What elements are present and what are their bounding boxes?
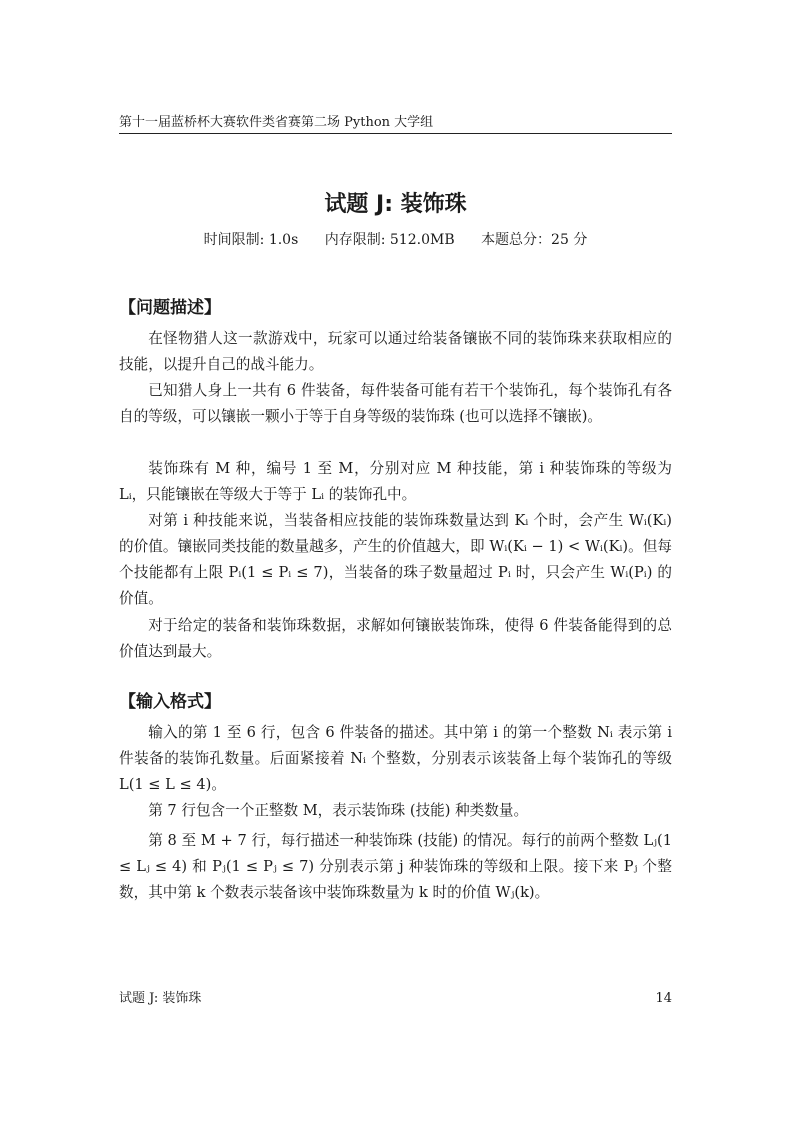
problem-limits bbox=[119, 229, 672, 251]
total-score: 本题总分：25 分 bbox=[481, 232, 588, 248]
description-paragraph: 已知猎人身上一共有 6 件装备，每件装备可能有若干个装饰孔，每个装饰孔有各自的等级，可以镶嵌一颗小于等于自身等级的装饰珠 (也可以选择不镶嵌)。 bbox=[119, 382, 672, 425]
description-heading: 【问题描述】 bbox=[119, 298, 221, 318]
input-format-paragraph: 第 8 至 M + 7 行，每行描述一种装饰珠 (技能) 的情况。每行的前两个整数 Lⱼ(1 ≤ Lⱼ ≤ 4) 和 Pⱼ(1 ≤ Pⱼ ≤ 7) 分别表示第 j 种装饰珠的等级和上限。接下来 Pⱼ 个整数，其中第 k 个数表示装备该中装饰珠数量为 k 时的价值 Wⱼ(k)。 bbox=[119, 832, 672, 901]
description-paragraph: 对第 i 种技能来说，当装备相应技能的装饰珠数量达到 Kᵢ 个时，会产生 Wᵢ(Kᵢ) 的价值。镶嵌同类技能的数量越多，产生的价值越大，即 Wᵢ(Kᵢ − 1) < Wᵢ(Kᵢ)。但每个技能都有上限 Pᵢ(1 ≤ Pᵢ ≤ 7)，当装备的珠子数量超过 Pᵢ 时，只会产生 Wᵢ(Pᵢ) 的价值。 bbox=[119, 512, 672, 607]
time-limit: 时间限制: 1.0s bbox=[203, 232, 299, 248]
description-paragraph: 在怪物猎人这一款游戏中，玩家可以通过给装备镶嵌不同的装饰珠来获取相应的技能，以提升自己的战斗能力。 bbox=[119, 330, 672, 373]
input-format-paragraph: 第 7 行包含一个正整数 M，表示装饰珠 (技能) 种类数量。 bbox=[148, 802, 529, 819]
input-format-paragraph: 输入的第 1 至 6 行，包含 6 件装备的描述。其中第 i 的第一个整数 Nᵢ 表示第 i 件装备的装饰孔数量。后面紧接着 Nᵢ 个整数，分别表示该装备上每个装饰孔的等级 L(1 ≤ L ≤ 4)。 bbox=[119, 724, 672, 793]
page-header: 第十一届蓝桥杯大赛软件类省赛第二场 Python 大学组 bbox=[119, 115, 434, 130]
description-paragraph: 装饰珠有 M 种，编号 1 至 M，分别对应 M 种技能，第 i 种装饰珠的等级为 Lᵢ，只能镶嵌在等级大于等于 Lᵢ 的装饰孔中。 bbox=[119, 460, 672, 503]
footer-page-number: 14 bbox=[655, 991, 672, 1006]
footer-problem-name: 试题 J: 装饰珠 bbox=[119, 991, 202, 1006]
memory-limit: 内存限制: 512.0MB bbox=[324, 232, 455, 248]
input-format-heading: 【输入格式】 bbox=[119, 692, 221, 712]
description-paragraph: 对于给定的装备和装饰珠数据，求解如何镶嵌装饰珠，使得 6 件装备能得到的总价值达到最大。 bbox=[119, 617, 672, 660]
problem-title: 试题 J: 装饰珠 bbox=[324, 192, 467, 217]
header-rule bbox=[119, 133, 672, 134]
